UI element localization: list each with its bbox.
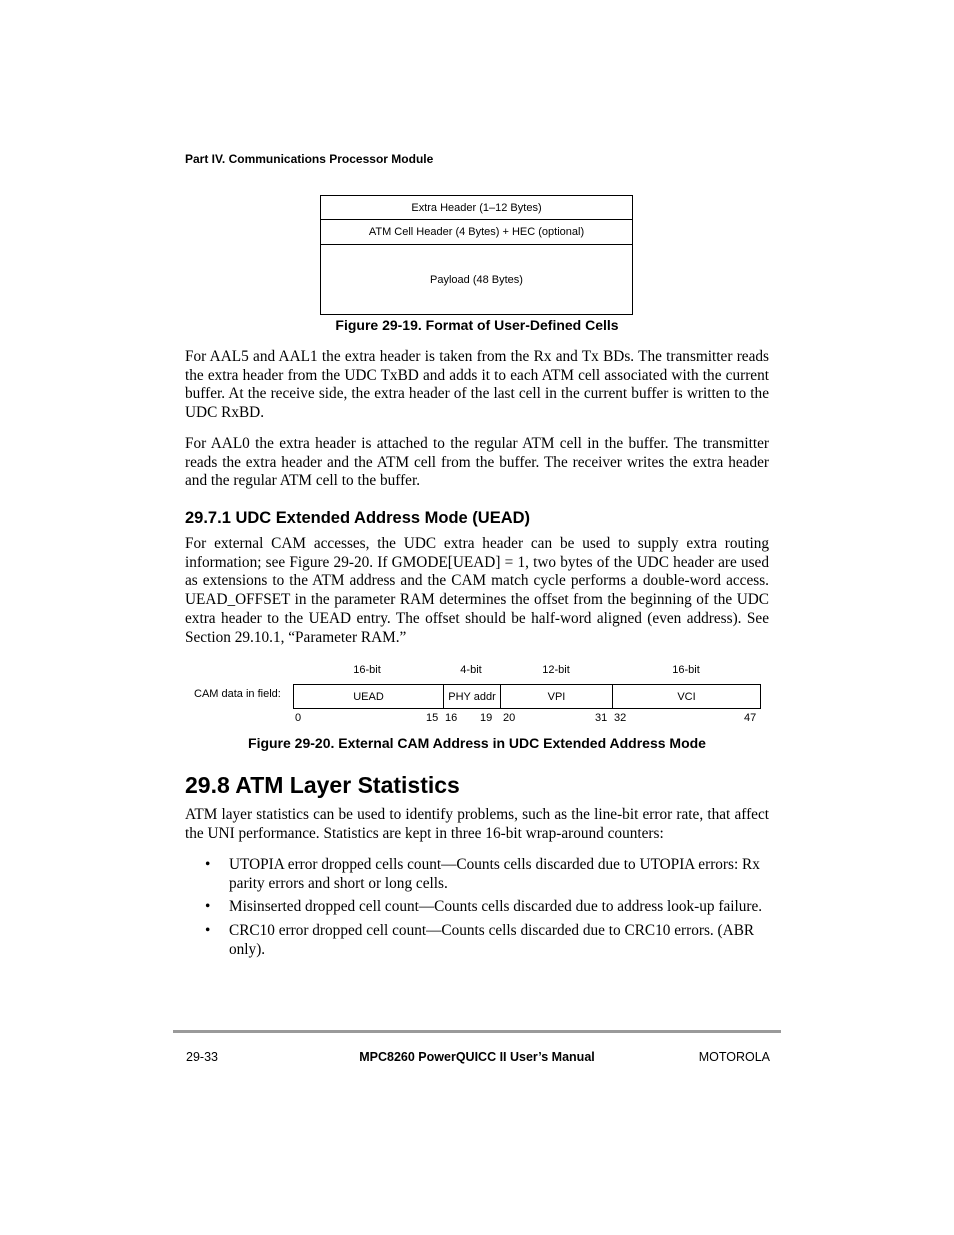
bullet: • [205,922,211,940]
bit-number: 0 [295,712,302,724]
bit-number: 19 [480,712,493,724]
field-width-phy-addr: 4-bit [460,664,482,676]
paragraph-atm-statistics: ATM layer statistics can be used to identify problems, such as the line-bit error rate, that affect the UNI performance. Statistics are kept in three 16-bit wrap-around counters: [185,806,769,842]
list-item [205,856,771,893]
cam-address-diagram [293,684,761,709]
field-width-uead: 16-bit [353,664,381,676]
bullet: • [205,856,211,873]
paragraph-aal0: For AAL0 the extra header is attached to the regular ATM cell in the buffer. The transmitter reads the extra header and the ATM cell from the buffer. The receiver writes the extra header and the regular ATM cell to the buffer. [185,435,769,490]
bit-number: 32 [614,712,627,724]
bit-number: 16 [445,712,458,724]
footer-rule [173,1030,781,1033]
atm-cell-header-field: ATM Cell Header (4 Bytes) + HEC (optional) [321,220,632,245]
running-head: Part IV. Communications Processor Module [185,152,434,166]
list-item-text: Misinserted dropped cell count—Counts cells discarded due to address look-up failure. [229,898,763,916]
list-item [205,922,771,959]
payload-field: Payload (48 Bytes) [430,273,523,286]
bullet: • [205,898,211,916]
paragraph-aal5-aal1: For AAL5 and AAL1 the extra header is taken from the Rx and Tx BDs. The transmitter reads the extra header from the UDC TxBD and adds it to each ATM cell associated with the current buffer. At the receive side, the extra header of the last cell in the current buffer is written to the UDC RxBD. [185,348,769,422]
figure-29-19-caption: Figure 29-19. Format of User-Defined Cells [335,317,619,333]
bit-number: 15 [426,712,439,724]
field-width-vci: 16-bit [672,664,700,676]
list-item [205,898,771,917]
field-width-vpi: 12-bit [542,664,570,676]
udc-cell-format-diagram [320,195,633,315]
page-number: 29-33 [186,1050,218,1064]
cam-field-phy-addr: PHY addr [443,685,500,708]
paragraph-uead: For external CAM accesses, the UDC extra header can be used to supply extra routing information; see Figure 29-20. If GMODE[UEAD] = 1, two bytes of the UDC header are used as extensions to the ATM address and the CAM match cycle performs a double-word access. UEAD_OFFSET in the parameter RAM determines the offset from the beginning of the UDC extra header to the UEAD entry. The offset should be half-word aligned (even address). See Section 29.10.1, “Parameter RAM.” [185,535,769,646]
section-heading-29-8: 29.8 ATM Layer Statistics [185,772,460,798]
bit-number: 47 [744,712,757,724]
manual-title: MPC8260 PowerQUICC II User’s Manual [359,1050,595,1064]
list-item-text: UTOPIA error dropped cells count—Counts cells discarded due to UTOPIA errors: Rx parity errors and short or long cells. [229,856,760,892]
figure-29-20-caption: Figure 29-20. External CAM Address in UDC Extended Address Mode [248,735,706,751]
cam-data-label: CAM data in field: [194,688,281,700]
extra-header-field: Extra Header (1–12 Bytes) [321,196,632,220]
statistics-counter-list [205,856,771,965]
company-name: MOTOROLA [698,1050,770,1064]
bit-number: 20 [503,712,516,724]
cam-field-vpi: VPI [500,685,612,708]
bit-number: 31 [595,712,608,724]
cam-field-uead: UEAD [353,690,384,703]
section-heading-29-7-1: 29.7.1 UDC Extended Address Mode (UEAD) [185,509,531,527]
list-item-text: CRC10 error dropped cell count—Counts cells discarded due to CRC10 errors. (ABR only). [229,922,755,958]
cam-field-vci: VCI [612,685,760,708]
